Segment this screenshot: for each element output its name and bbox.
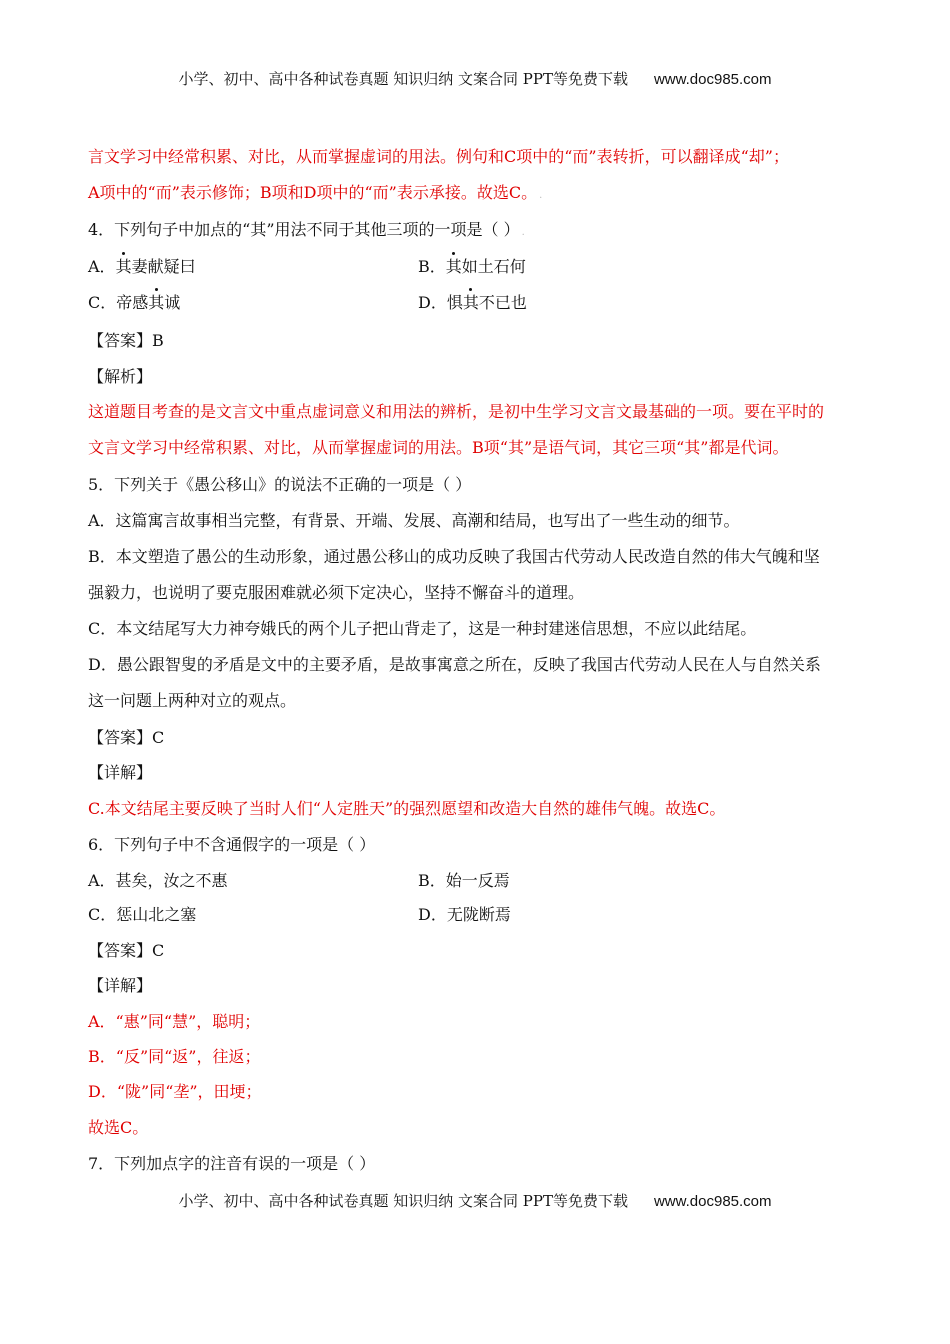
q4-option-d: D．惧其不已也 bbox=[418, 293, 527, 312]
page-header bbox=[0, 68, 950, 89]
q4-analysis-label: 【解析】 bbox=[88, 367, 153, 386]
q3-analysis-line2: A项中的“而”表示修饰；B项和D项中的“而”表示承接。故选C。 . bbox=[88, 183, 543, 202]
q5-detail-label: 【详解】 bbox=[88, 763, 153, 782]
q5-answer: 【答案】C bbox=[88, 728, 165, 747]
q4-option-b: B．其如土石何 bbox=[418, 257, 526, 276]
q5-stem: 5．下列关于《愚公移山》的说法不正确的一项是（ ） bbox=[88, 475, 472, 494]
q6-conclusion: 故选C。 bbox=[88, 1118, 149, 1137]
q5-option-c: C．本文结尾写大力神夸娥氏的两个儿子把山背走了，这是一种封建迷信思想，不应以此结尾。 bbox=[88, 619, 757, 638]
emphasis-dot-char: 其 bbox=[148, 293, 165, 312]
q5-option-b-line2: 强毅力，也说明了要克服困难就必须下定决心，坚持不懈奋斗的道理。 bbox=[88, 583, 585, 602]
header-url[interactable]: www.doc985.com bbox=[653, 71, 772, 88]
q6-option-b: B．始一反焉 bbox=[418, 871, 510, 890]
emphasis-dot-char: 其 bbox=[115, 257, 132, 276]
q4-analysis-line2: 文言文学习中经常积累、对比，从而掌握虚词的用法。B项“其”是语气词，其它三项“其”都是代词。 bbox=[88, 438, 789, 457]
q4-answer: 【答案】B bbox=[88, 331, 164, 350]
header-text: 小学、初中、高中各种试卷真题 知识归纳 文案合同 PPT等免费下载 bbox=[178, 70, 628, 88]
q5-option-a: A．这篇寓言故事相当完整，有背景、开端、发展、高潮和结局，也写出了一些生动的细节。 bbox=[88, 511, 740, 530]
q5-detail: C.本文结尾主要反映了当时人们“人定胜天”的强烈愿望和改造大自然的雄伟气魄。故选C。 bbox=[88, 799, 726, 818]
footer-url[interactable]: www.doc985.com bbox=[653, 1193, 772, 1210]
q4-analysis-line1: 这道题目考查的是文言文中重点虚词意义和用法的辨析，是初中生学习文言文最基础的一项。要在平时的 bbox=[88, 402, 825, 421]
emphasis-dot-char: 其 bbox=[445, 257, 462, 276]
paragraph-mark: . bbox=[539, 190, 543, 201]
q5-option-d-line2: 这一问题上两种对立的观点。 bbox=[88, 691, 297, 710]
q4-stem: 4．下列句子中加点的“其”用法不同于其他三项的一项是（ ） . bbox=[88, 220, 525, 239]
emphasis-dot-char: 其 bbox=[462, 293, 479, 312]
page-footer bbox=[0, 1190, 950, 1211]
q5-option-b-line1: B．本文塑造了愚公的生动形象，通过愚公移山的成功反映了我国古代劳动人民改造自然的伟大气魄和坚 bbox=[88, 547, 820, 566]
q6-answer: 【答案】C bbox=[88, 941, 165, 960]
q5-option-d-line1: D．愚公跟智叟的矛盾是文中的主要矛盾，是故事寓意之所在，反映了我国古代劳动人民在人与自然关系 bbox=[88, 655, 821, 674]
q6-detail-a: A．“惠”同“慧”，聪明； bbox=[88, 1012, 261, 1031]
q4-option-a: A．其妻献疑曰 bbox=[88, 257, 196, 276]
q7-stem: 7．下列加点字的注音有误的一项是（ ） bbox=[88, 1154, 376, 1173]
q6-option-c: C．惩山北之塞 bbox=[88, 905, 197, 924]
q6-detail-d: D．“陇”同“垄”，田埂； bbox=[88, 1082, 262, 1101]
q6-stem: 6．下列句子中不含通假字的一项是（ ） bbox=[88, 835, 376, 854]
q6-detail-label: 【详解】 bbox=[88, 976, 153, 995]
q4-option-c: C．帝感其诚 bbox=[88, 293, 181, 312]
q6-option-a: A．甚矣，汝之不惠 bbox=[88, 871, 228, 890]
footer-text: 小学、初中、高中各种试卷真题 知识归纳 文案合同 PPT等免费下载 bbox=[178, 1192, 628, 1210]
q3-analysis-line1: 言文学习中经常积累、对比，从而掌握虚词的用法。例句和C项中的“而”表转折，可以翻译成“却”； bbox=[88, 147, 789, 166]
paragraph-mark: . bbox=[521, 227, 525, 238]
q6-option-d: D．无陇断焉 bbox=[418, 905, 511, 924]
q6-detail-b: B．“反”同“返”，往返； bbox=[88, 1047, 261, 1066]
